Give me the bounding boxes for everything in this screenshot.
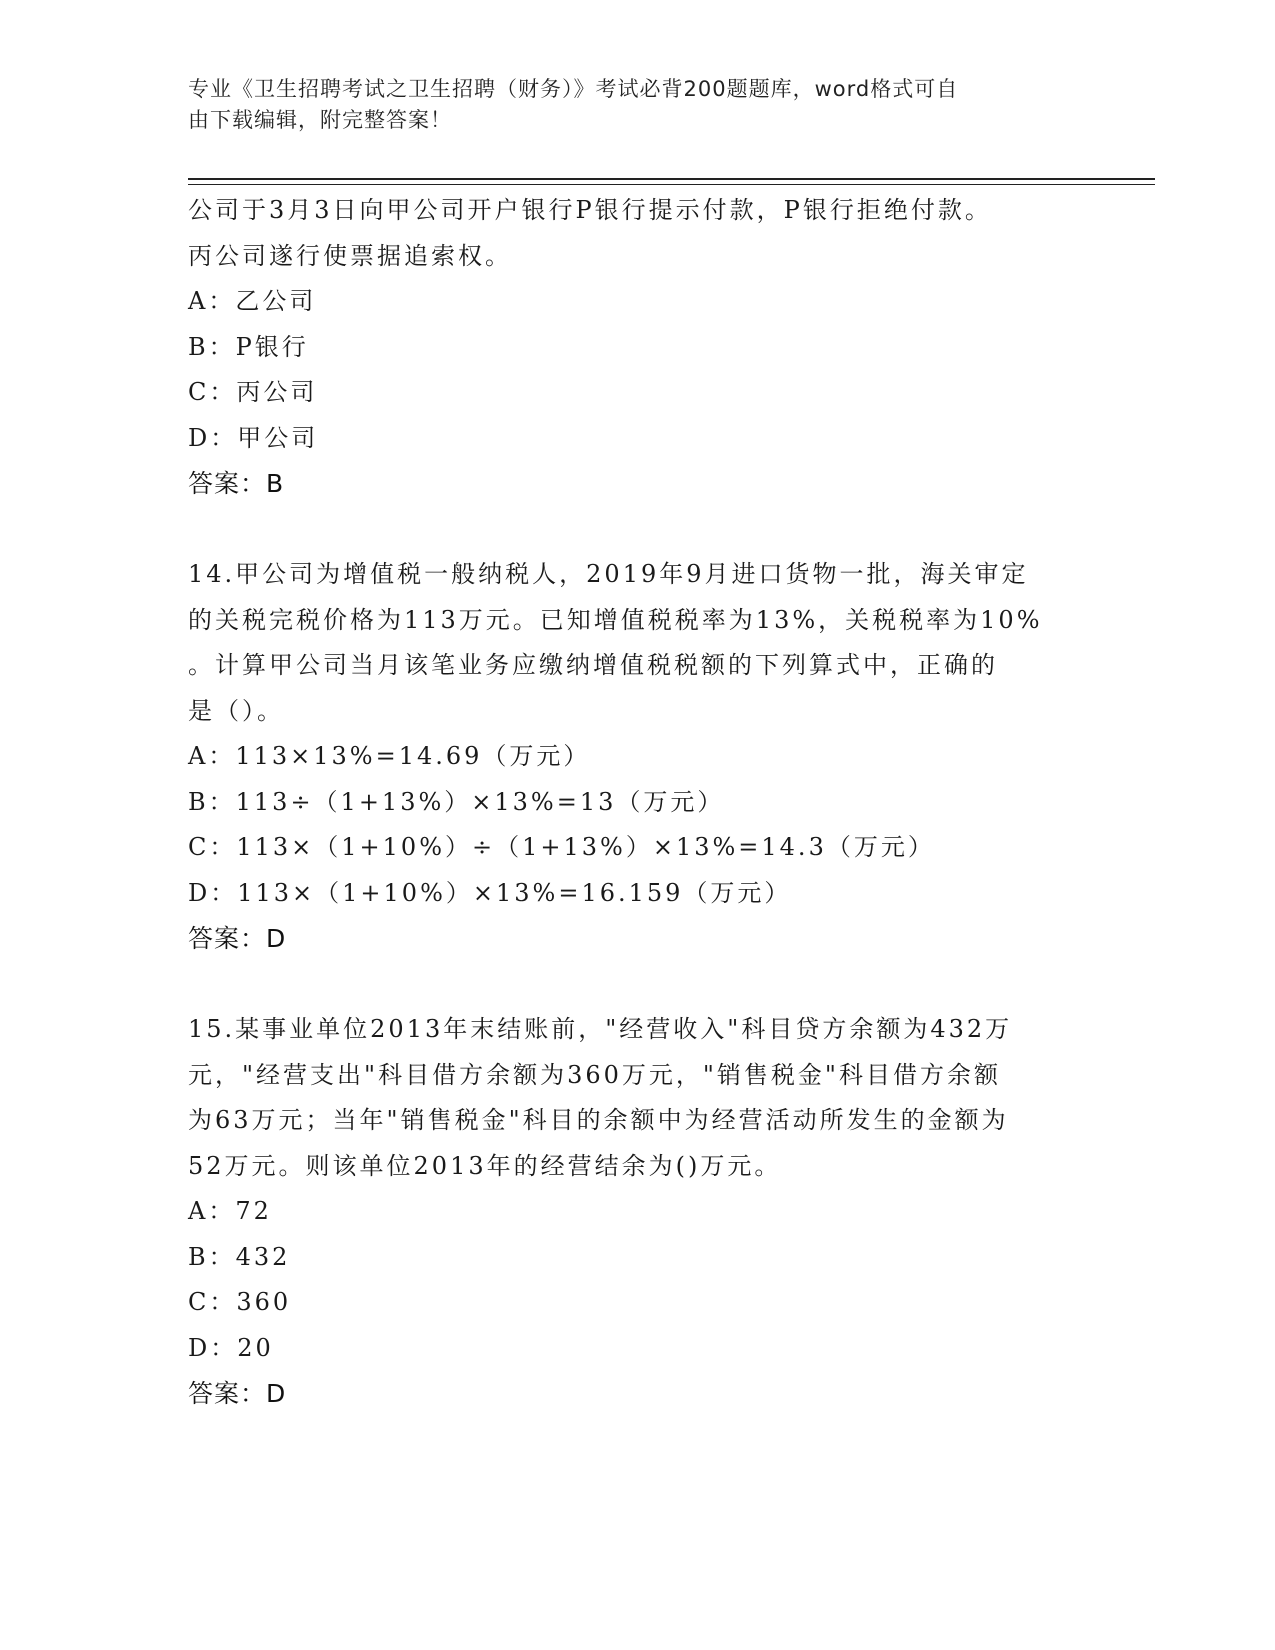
question-13-continued: [188, 188, 1088, 507]
option-a: A：乙公司: [188, 287, 317, 315]
option-d: D：113×（1+10%）×13%=16.159（万元）: [188, 878, 792, 907]
option-c: C：360: [188, 1288, 292, 1316]
question-text-line: 丙公司遂行使票据追索权。: [188, 241, 512, 270]
option-a: A：72: [188, 1197, 272, 1225]
header-line-1: 专业《卫生招聘考试之卫生招聘（财务）》考试必背200题题库，word格式可自: [188, 77, 959, 101]
answer-line: 答案：D: [188, 924, 287, 953]
question-text-line: 14.甲公司为增值税一般纳税人，2019年9月进口货物一批，海关审定: [188, 560, 1029, 588]
question-text-line: 公司于3月3日向甲公司开户银行P银行提示付款，P银行拒绝付款。: [188, 196, 992, 224]
spacer: [188, 962, 1088, 1008]
option-b: B：P银行: [188, 332, 309, 361]
question-text-line: 是（）。: [188, 696, 284, 725]
option-d: D：甲公司: [188, 423, 319, 452]
option-c: C：丙公司: [188, 378, 318, 406]
document-header: [188, 74, 1068, 136]
option-c: C：113×（1+10%）÷（1+13%）×13%=14.3（万元）: [188, 833, 935, 861]
question-text-line: 的关税完税价格为113万元。已知增值税税率为13%，关税税率为10%: [188, 605, 1043, 634]
question-text-line: 52万元。则该单位2013年的经营结余为()万元。: [188, 1151, 782, 1180]
header-divider-thick: [188, 178, 1155, 180]
document-body: [188, 188, 1088, 1417]
question-text-line: 为63万元；当年"销售税金"科目的余额中为经营活动所发生的金额为: [188, 1106, 1009, 1134]
option-b: B：432: [188, 1242, 291, 1271]
question-text-line: 15.某事业单位2013年末结账前，"经营收入"科目贷方余额为432万: [188, 1015, 1013, 1043]
option-d: D：20: [188, 1333, 274, 1362]
question-14: [188, 552, 1088, 962]
option-b: B：113÷（1+13%）×13%=13（万元）: [188, 787, 725, 816]
header-divider-thin: [188, 184, 1155, 185]
option-a: A：113×13%=14.69（万元）: [188, 742, 591, 770]
answer-line: 答案：D: [188, 1379, 287, 1408]
question-text-line: 。计算甲公司当月该笔业务应缴纳增值税税额的下列算式中，正确的: [188, 651, 998, 679]
question-text-line: 元，"经营支出"科目借方余额为360万元，"销售税金"科目借方余额: [188, 1060, 1001, 1089]
question-15: [188, 1007, 1088, 1417]
header-line-2: 由下载编辑，附完整答案！: [188, 108, 452, 132]
answer-line: 答案：B: [188, 469, 285, 498]
spacer: [188, 507, 1088, 553]
